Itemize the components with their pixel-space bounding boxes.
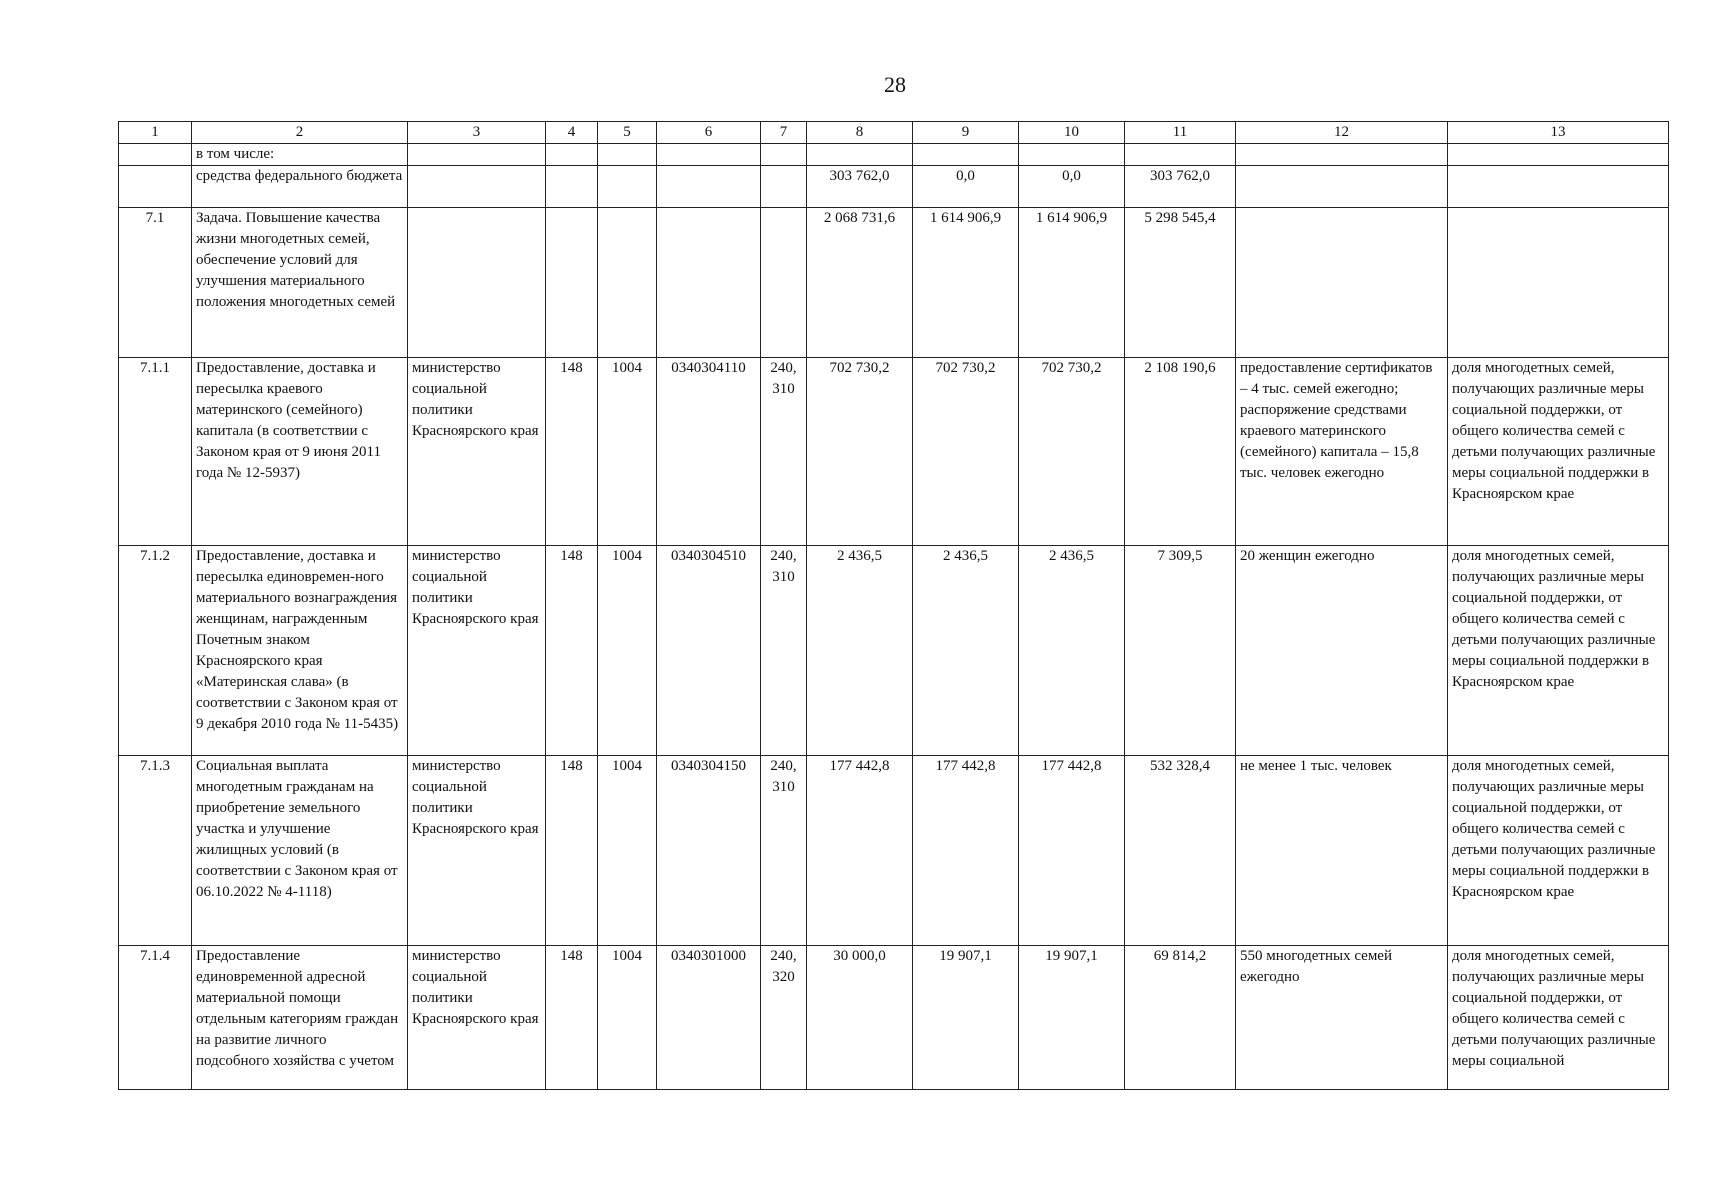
row-year-3: 2 436,5	[1019, 546, 1125, 756]
table-row	[119, 756, 1669, 946]
row-executor	[408, 166, 546, 208]
row-grbs: 148	[546, 358, 598, 546]
row-code: 7.1.2	[119, 546, 192, 756]
row-grbs	[546, 208, 598, 358]
row-rzpr: 1004	[598, 358, 657, 546]
row-year-3: 702 730,2	[1019, 358, 1125, 546]
row-expected-result	[1236, 166, 1448, 208]
column-number: 5	[598, 122, 657, 144]
row-vr: 240, 310	[761, 358, 807, 546]
row-total: 532 328,4	[1125, 756, 1236, 946]
row-year-3: 19 907,1	[1019, 946, 1125, 1090]
row-year-2: 0,0	[913, 166, 1019, 208]
program-table	[118, 121, 1669, 1090]
column-number: 2	[192, 122, 408, 144]
row-vr	[761, 166, 807, 208]
row-rzpr	[598, 166, 657, 208]
row-csr: 0340301000	[657, 946, 761, 1090]
row-expected-result: 550 многодетных семей ежегодно	[1236, 946, 1448, 1090]
row-executor	[408, 208, 546, 358]
row-year-2: 1 614 906,9	[913, 208, 1019, 358]
row-rzpr: 1004	[598, 756, 657, 946]
table-row	[119, 946, 1669, 1090]
row-code: 7.1.4	[119, 946, 192, 1090]
row-code	[119, 166, 192, 208]
table-header-row	[119, 122, 1669, 144]
row-grbs: 148	[546, 546, 598, 756]
row-year-2: 177 442,8	[913, 756, 1019, 946]
row-vr: 240, 310	[761, 546, 807, 756]
table-row	[119, 144, 1669, 166]
row-csr	[657, 208, 761, 358]
column-number: 4	[546, 122, 598, 144]
row-description: в том числе:	[192, 144, 408, 166]
row-executor: министерство социальной политики Красноярского края	[408, 946, 546, 1090]
column-number: 7	[761, 122, 807, 144]
column-number: 10	[1019, 122, 1125, 144]
row-indicator: доля многодетных семей, получающих различные меры социальной поддержки, от общего количества семей с детьми получающих различные меры социальной поддержки в Красноярском крае	[1448, 756, 1669, 946]
row-total	[1125, 144, 1236, 166]
row-code: 7.1.1	[119, 358, 192, 546]
row-csr	[657, 144, 761, 166]
row-total: 69 814,2	[1125, 946, 1236, 1090]
row-indicator	[1448, 144, 1669, 166]
column-number: 11	[1125, 122, 1236, 144]
row-rzpr: 1004	[598, 946, 657, 1090]
row-year-3: 0,0	[1019, 166, 1125, 208]
row-vr: 240, 310	[761, 756, 807, 946]
row-description: Задача. Повышение качества жизни многодетных семей, обеспечение условий для улучшения материального положения многодетных семей	[192, 208, 408, 358]
row-year-3: 177 442,8	[1019, 756, 1125, 946]
row-grbs: 148	[546, 946, 598, 1090]
row-total: 303 762,0	[1125, 166, 1236, 208]
row-description: Предоставление, доставка и пересылка краевого материнского (семейного) капитала (в соответствии с Законом края от 9 июня 2011 года № 12-5937)	[192, 358, 408, 546]
row-rzpr: 1004	[598, 546, 657, 756]
row-code	[119, 144, 192, 166]
row-grbs	[546, 166, 598, 208]
row-expected-result	[1236, 144, 1448, 166]
row-indicator	[1448, 208, 1669, 358]
row-indicator	[1448, 166, 1669, 208]
row-total: 5 298 545,4	[1125, 208, 1236, 358]
row-description: Социальная выплата многодетным гражданам на приобретение земельного участка и улучшение жилищных условий (в соответствии с Законом края от 06.10.2022 № 4-1118)	[192, 756, 408, 946]
column-number: 9	[913, 122, 1019, 144]
row-year-1	[807, 144, 913, 166]
row-year-1: 2 068 731,6	[807, 208, 913, 358]
row-vr	[761, 144, 807, 166]
column-number: 3	[408, 122, 546, 144]
row-expected-result: 20 женщин ежегодно	[1236, 546, 1448, 756]
row-description: Предоставление единовременной адресной материальной помощи отдельным категориям граждан на развитие личного подсобного хозяйства с учетом	[192, 946, 408, 1090]
row-csr: 0340304510	[657, 546, 761, 756]
page-number: 28	[884, 72, 906, 97]
row-year-3	[1019, 144, 1125, 166]
column-number: 8	[807, 122, 913, 144]
row-total: 7 309,5	[1125, 546, 1236, 756]
table-row	[119, 208, 1669, 358]
row-executor: министерство социальной политики Красноярского края	[408, 546, 546, 756]
row-description: Предоставление, доставка и пересылка единовремен-ного материального вознаграждения женщинам, награжденным Почетным знаком Красноярского края «Материнская слава» (в соответствии с Законом края от 9 декабря 2010 года № 11-5435)	[192, 546, 408, 756]
row-rzpr	[598, 144, 657, 166]
row-executor: министерство социальной политики Красноярского края	[408, 358, 546, 546]
row-indicator: доля многодетных семей, получающих различные меры социальной поддержки, от общего количества семей с детьми получающих различные меры социальной поддержки в Красноярском крае	[1448, 546, 1669, 756]
column-number: 1	[119, 122, 192, 144]
row-vr	[761, 208, 807, 358]
row-expected-result: предоставление сертификатов – 4 тыс. семей ежегодно; распоряжение средствами краевого материнского (семейного) капитала – 15,8 тыс. человек ежегодно	[1236, 358, 1448, 546]
row-description: средства федерального бюджета	[192, 166, 408, 208]
row-csr: 0340304150	[657, 756, 761, 946]
row-year-2: 702 730,2	[913, 358, 1019, 546]
row-csr	[657, 166, 761, 208]
row-code: 7.1	[119, 208, 192, 358]
row-code: 7.1.3	[119, 756, 192, 946]
column-number: 12	[1236, 122, 1448, 144]
table-row	[119, 166, 1669, 208]
row-indicator: доля многодетных семей, получающих различные меры социальной поддержки, от общего количества семей с детьми получающих различные меры социальной поддержки в Красноярском крае	[1448, 358, 1669, 546]
row-csr: 0340304110	[657, 358, 761, 546]
row-year-1: 30 000,0	[807, 946, 913, 1090]
row-year-1: 702 730,2	[807, 358, 913, 546]
column-number: 13	[1448, 122, 1669, 144]
row-executor: министерство социальной политики Красноярского края	[408, 756, 546, 946]
row-year-2	[913, 144, 1019, 166]
row-year-2: 2 436,5	[913, 546, 1019, 756]
table-row	[119, 358, 1669, 546]
column-number: 6	[657, 122, 761, 144]
row-indicator: доля многодетных семей, получающих различные меры социальной поддержки, от общего количества семей с детьми получающих различные меры социальной	[1448, 946, 1669, 1090]
row-year-1: 2 436,5	[807, 546, 913, 756]
row-year-1: 177 442,8	[807, 756, 913, 946]
row-grbs: 148	[546, 756, 598, 946]
row-expected-result	[1236, 208, 1448, 358]
row-year-2: 19 907,1	[913, 946, 1019, 1090]
row-year-1: 303 762,0	[807, 166, 913, 208]
row-year-3: 1 614 906,9	[1019, 208, 1125, 358]
row-grbs	[546, 144, 598, 166]
row-vr: 240, 320	[761, 946, 807, 1090]
row-total: 2 108 190,6	[1125, 358, 1236, 546]
row-executor	[408, 144, 546, 166]
table-row	[119, 546, 1669, 756]
row-rzpr	[598, 208, 657, 358]
row-expected-result: не менее 1 тыс. человек	[1236, 756, 1448, 946]
